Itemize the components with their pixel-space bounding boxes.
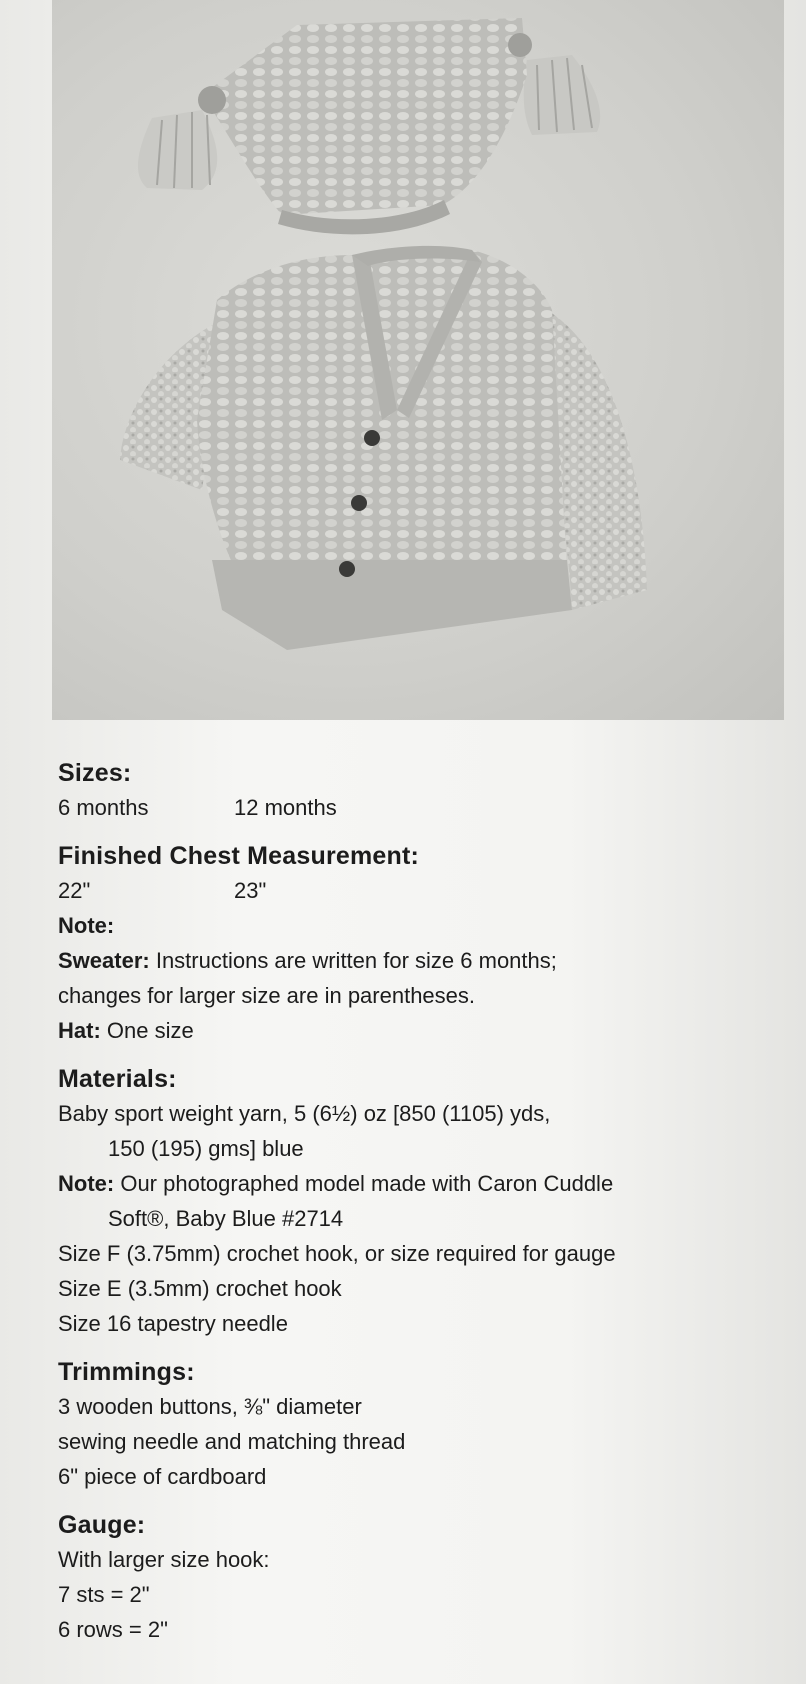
- gauge-item: With larger size hook:: [58, 1547, 270, 1572]
- chest-values: [58, 873, 788, 908]
- sizes-heading: Sizes:: [58, 759, 132, 787]
- sweater-text: Instructions are written for size 6 months;: [149, 948, 557, 973]
- gauge-item: 6 rows = 2": [58, 1617, 168, 1642]
- materials-note: [58, 1166, 788, 1201]
- trimmings-item: 3 wooden buttons, ⅜" diameter: [58, 1394, 362, 1419]
- hat-label: Hat:: [58, 1018, 101, 1043]
- sweater-note-continued: changes for larger size are in parentheses.: [58, 983, 476, 1008]
- button-bottom: [339, 561, 355, 577]
- trimmings-item: sewing needle and matching thread: [58, 1429, 406, 1454]
- hat-tassel-left: [138, 110, 217, 190]
- gauge-item: 7 sts = 2": [58, 1582, 150, 1607]
- note-section: [58, 908, 788, 1048]
- hat-text: One size: [100, 1018, 194, 1043]
- hat-note: [58, 1013, 788, 1048]
- materials-note-text: Our photographed model made with Caron Cuddle: [114, 1171, 614, 1196]
- sweater-and-hat-photo: [52, 0, 784, 720]
- note-heading: Note:: [58, 913, 115, 938]
- sweater: [120, 246, 647, 650]
- materials-hook-e: Size E (3.5mm) crochet hook: [58, 1276, 342, 1301]
- materials-hook-f: Size F (3.75mm) crochet hook, or size required for gauge: [58, 1241, 616, 1266]
- button-top: [364, 430, 380, 446]
- materials-section: [58, 1062, 788, 1341]
- sweater-note: [58, 943, 788, 978]
- size-small: 6 months: [58, 795, 149, 820]
- chest-section: [58, 839, 788, 908]
- materials-heading: Materials:: [58, 1065, 177, 1093]
- sweater-label: Sweater:: [58, 948, 150, 973]
- trimmings-item: 6" piece of cardboard: [58, 1464, 267, 1489]
- sizes-values: [58, 790, 788, 825]
- materials-yarn: Baby sport weight yarn, 5 (6½) oz [850 (1105) yds,: [58, 1101, 551, 1126]
- gauge-section: [58, 1508, 788, 1647]
- trimmings-heading: Trimmings:: [58, 1358, 195, 1386]
- chest-small: 22": [58, 878, 91, 903]
- button-middle: [351, 495, 367, 511]
- materials-note-continued: Soft®, Baby Blue #2714: [108, 1206, 344, 1231]
- size-large: 12 months: [234, 795, 337, 820]
- pattern-details: [58, 756, 788, 1661]
- trimmings-section: [58, 1355, 788, 1494]
- sizes-section: [58, 756, 788, 825]
- materials-yarn-continued: 150 (195) gms] blue: [108, 1136, 304, 1161]
- hat-tassel-right: [524, 55, 600, 135]
- gauge-heading: Gauge:: [58, 1511, 146, 1539]
- hat: [198, 18, 532, 234]
- materials-needle: Size 16 tapestry needle: [58, 1311, 288, 1336]
- materials-note-label: Note:: [58, 1171, 115, 1196]
- chest-heading: Finished Chest Measurement:: [58, 842, 420, 870]
- chest-large: 23": [234, 878, 267, 903]
